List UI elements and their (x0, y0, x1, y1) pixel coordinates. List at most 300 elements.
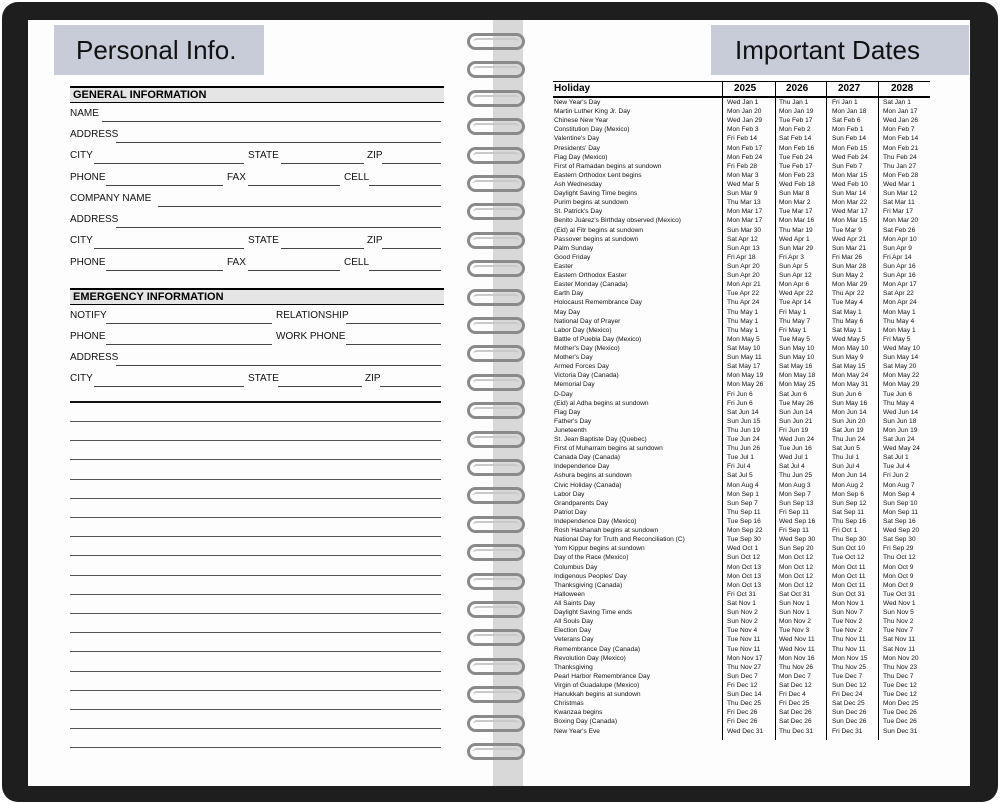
date-2027: Mon Feb 1 (832, 126, 864, 134)
spiral-ring (467, 686, 525, 703)
holiday-name: Indigenous Peoples' Day (554, 572, 627, 580)
holiday-name: Holocaust Remembrance Day (554, 299, 642, 307)
holiday-name: First of Muharram begins at sundown (554, 445, 663, 453)
date-2026: Mon Dec 7 (779, 672, 811, 680)
note-line[interactable] (70, 498, 441, 499)
holiday-name: Constitution Day (Mexico) (554, 126, 630, 134)
date-2027: Sun May 9 (832, 354, 864, 362)
date-2027: Fri Dec 24 (832, 691, 863, 699)
date-2028: Wed Jan 26 (883, 117, 919, 125)
date-2026: Tue May 26 (779, 399, 814, 407)
table-row (553, 635, 930, 644)
date-2026: Mon Feb 23 (779, 171, 815, 179)
table-row (553, 408, 930, 417)
date-2028: Mon Aug 7 (883, 481, 915, 489)
date-2027: Sun Dec 26 (832, 709, 867, 717)
header-2027: 2027 (838, 83, 861, 94)
date-2028: Mon Apr 24 (883, 299, 917, 307)
date-2025: Fri Jun 6 (727, 399, 753, 407)
holiday-name: Virgin of Guadalupe (Mexico) (554, 682, 640, 689)
date-2025: Thu May 1 (727, 308, 759, 316)
spiral-ring (467, 573, 525, 590)
date-2028: Thu Feb 24 (883, 153, 917, 161)
date-2027: Sat May 1 (832, 326, 862, 334)
date-2026: Sat May 16 (779, 363, 813, 371)
date-2025: Tue Jun 24 (727, 436, 760, 444)
date-2026: Fri Sep 11 (779, 527, 809, 535)
fax-label: FAX (227, 172, 246, 183)
holiday-name: Flag Day (Mexico) (554, 153, 608, 161)
city-2-label: CITY (70, 235, 93, 246)
date-2027: Wed Feb 10 (832, 180, 868, 188)
holiday-name: Daylight Saving Time begins (554, 190, 638, 198)
date-2025: Mon Mar 17 (727, 208, 763, 216)
date-2027: Mon May 31 (832, 381, 869, 389)
date-2026: Fri Apr 3 (779, 253, 804, 261)
date-2027: Wed Apr 21 (832, 235, 867, 243)
name-label: NAME (70, 108, 99, 119)
holiday-name: Labor Day (Mexico) (554, 326, 612, 334)
table-row (553, 490, 930, 499)
city-state-zip-row[interactable] (70, 150, 441, 164)
holiday-name: Canada Day (Canada) (554, 454, 620, 462)
fax-2-label: FAX (227, 257, 246, 268)
date-2026: Sun Jun 14 (779, 408, 813, 416)
spiral-ring (467, 402, 525, 419)
date-2027: Thu May 6 (832, 317, 864, 325)
date-2026: Sun Jun 21 (779, 417, 813, 425)
date-2027: Thu Sep 16 (832, 518, 867, 526)
holiday-name: (Eid) al Fitr begins at sundown (554, 226, 644, 234)
date-2028: Sat Sep 30 (883, 536, 916, 544)
date-2028: Sat Feb 26 (883, 226, 916, 234)
date-2027: Sat Jun 5 (832, 445, 860, 453)
note-line[interactable] (70, 594, 441, 595)
date-2026: Tue Mar 17 (779, 208, 813, 216)
holiday-table-header (553, 82, 930, 98)
table-row (553, 180, 930, 189)
holiday-name: Rosh Hashanah begins at sundown (554, 527, 659, 535)
spiral-ring (467, 658, 525, 675)
date-2027: Sun May 2 (832, 272, 864, 280)
date-2026: Mon May 25 (779, 381, 816, 389)
date-2025: Sat May 10 (727, 344, 761, 352)
note-line[interactable] (70, 709, 441, 710)
date-2027: Mon Oct 11 (832, 581, 866, 589)
date-2025: Sun Jun 15 (727, 417, 761, 425)
date-2025: Wed Mar 5 (727, 180, 760, 188)
date-2026: Mon Sep 7 (779, 490, 811, 498)
date-2027: Mon Jun 14 (832, 408, 867, 416)
date-2028: Mon Nov 20 (883, 654, 919, 662)
date-2026: Sun Sep 13 (779, 499, 814, 507)
table-row (553, 380, 930, 389)
date-2028: Thu Nov 23 (883, 663, 918, 671)
date-2027: Sun Jun 6 (832, 390, 862, 398)
date-2026: Sun Nov 1 (779, 600, 810, 608)
note-line[interactable] (70, 479, 441, 480)
emergency-state-label: STATE (248, 373, 279, 384)
holiday-name: Palm Sunday (554, 244, 594, 252)
note-line[interactable] (70, 536, 441, 537)
holiday-name: Revolution Day (Mexico) (554, 654, 626, 662)
table-row (553, 144, 930, 153)
table-row (553, 727, 930, 736)
date-2028: Wed May 24 (883, 445, 920, 453)
date-2025: Mon Apr 21 (727, 281, 761, 289)
state-2-label: STATE (248, 235, 279, 246)
table-row (553, 699, 930, 708)
date-2026: Wed Sep 30 (779, 536, 816, 544)
date-2027: Sun Feb 7 (832, 162, 863, 170)
date-2026: Mon Feb 16 (779, 144, 815, 152)
date-2028: Mon Jun 19 (883, 426, 918, 434)
date-2027: Mon Feb 15 (832, 144, 868, 152)
date-2027: Mon Sep 6 (832, 490, 864, 498)
table-row (553, 289, 930, 298)
date-2028: Sun Sep 10 (883, 499, 918, 507)
note-line[interactable] (70, 747, 441, 748)
table-row (553, 399, 930, 408)
date-2026: Mon Nov 2 (779, 618, 811, 626)
date-2025: Mon Oct 13 (727, 572, 762, 580)
spiral-ring (467, 715, 525, 732)
personal-info-title: Personal Info. (54, 25, 264, 75)
date-2026: Thu Mar 19 (779, 226, 813, 234)
date-2028: Tue Dec 26 (883, 718, 917, 726)
date-2025: Mon Oct 13 (727, 581, 762, 589)
table-row (553, 371, 930, 380)
header-2025: 2025 (734, 83, 757, 94)
date-2028: Fri Apr 14 (883, 253, 912, 261)
note-line[interactable] (70, 421, 441, 422)
table-row (553, 390, 930, 399)
holiday-name: Victoria Day (Canada) (554, 372, 619, 380)
date-2025: Thu May 1 (727, 317, 759, 325)
date-2027: Mon Mar 29 (832, 281, 868, 289)
date-2028: Sat Apr 22 (883, 290, 914, 298)
holiday-name: Benito Juárez's Birthday observed (Mexico) (554, 217, 681, 225)
important-dates-title: Important Dates (711, 25, 969, 75)
date-2028: Wed Mar 1 (883, 180, 916, 188)
note-line[interactable] (70, 555, 441, 556)
date-2026: Tue May 5 (779, 335, 810, 343)
note-line[interactable] (70, 690, 441, 691)
table-row (553, 563, 930, 572)
company-name-field[interactable] (70, 193, 441, 207)
holiday-name: Ash Wednesday (554, 180, 602, 188)
date-2025: Wed Oct 1 (727, 545, 759, 553)
holiday-name: All Souls Day (554, 618, 594, 626)
general-information-heading: GENERAL INFORMATION (70, 86, 444, 103)
note-line[interactable] (70, 651, 441, 652)
date-2027: Mon Mar 15 (832, 171, 868, 179)
date-2025: Mon May 19 (727, 372, 764, 380)
table-row (553, 262, 930, 271)
emergency-phone-label: PHONE (70, 331, 106, 342)
date-2026: Mon Jan 19 (779, 108, 814, 116)
date-2028: Fri Jun 2 (883, 472, 909, 480)
holiday-name: Mother's Day (Mexico) (554, 344, 620, 352)
date-2027: Sun Mar 21 (832, 244, 867, 252)
note-line[interactable] (70, 728, 441, 729)
holiday-name: May Day (554, 308, 581, 316)
date-2028: Sun Apr 16 (883, 272, 916, 280)
date-2026: Wed Jun 24 (779, 436, 815, 444)
spiral-ring (467, 33, 525, 50)
date-2026: Wed Feb 18 (779, 180, 815, 188)
note-line[interactable] (70, 440, 441, 441)
date-2027: Tue Nov 2 (832, 618, 863, 626)
date-2025: Mon Sep 1 (727, 490, 759, 498)
date-2028: Sun May 14 (883, 354, 919, 362)
spiral-ring (467, 374, 525, 391)
date-2025: Mon Oct 13 (727, 563, 762, 571)
date-2025: Sun Oct 12 (727, 554, 760, 562)
date-2027: Mon Mar 22 (832, 199, 868, 207)
date-2027: Sun Nov 7 (832, 609, 863, 617)
note-line[interactable] (70, 632, 441, 633)
date-2026: Fri Sep 11 (779, 508, 809, 516)
date-2025: Tue Sep 30 (727, 536, 761, 544)
date-2027: Wed Mar 17 (832, 208, 868, 216)
table-row (553, 544, 930, 553)
date-2028: Mon Sep 4 (883, 490, 915, 498)
date-2025: Tue Nov 11 (727, 636, 761, 644)
table-row (553, 435, 930, 444)
holiday-name: Day of the Race (Mexico) (554, 554, 629, 562)
date-2025: Sat Apr 12 (727, 235, 758, 243)
spiral-ring (467, 544, 525, 561)
table-row (553, 672, 930, 681)
cell-label: CELL (344, 172, 370, 183)
table-row (553, 517, 930, 526)
date-2025: Fri Dec 12 (727, 682, 758, 689)
table-row (553, 572, 930, 581)
date-2025: Sat Jul 5 (727, 472, 753, 480)
holiday-name: Thanksgiving (554, 663, 593, 671)
table-row (553, 471, 930, 480)
date-2026: Sun Mar 8 (779, 190, 810, 198)
date-2027: Tue Mar 9 (832, 226, 862, 234)
table-row (553, 244, 930, 253)
address-field[interactable] (70, 129, 441, 143)
date-2028: Thu Oct 12 (883, 554, 916, 562)
date-2026: Sun May 10 (779, 344, 815, 352)
date-2025: Sun Apr 13 (727, 244, 760, 252)
date-2028: Sun Mar 12 (883, 190, 918, 198)
date-2025: Wed Dec 31 (727, 727, 764, 735)
date-2028: Mon May 1 (883, 326, 916, 334)
table-row (553, 344, 930, 353)
column-divider (878, 81, 879, 740)
holiday-name: Civic Holiday (Canada) (554, 481, 622, 489)
date-2026: Mon Mar 2 (779, 199, 811, 207)
table-row (553, 526, 930, 535)
date-2025: Fri Oct 31 (727, 590, 756, 598)
table-row (553, 645, 930, 654)
note-line[interactable] (70, 613, 441, 614)
holiday-name: Yom Kippur begins at sundown (554, 545, 645, 553)
date-2028: Mon May 22 (883, 372, 920, 380)
zip-2-label: ZIP (367, 235, 383, 246)
date-2027: Tue Dec 7 (832, 672, 863, 680)
date-2025: Thu Mar 13 (727, 199, 761, 207)
spiral-ring (467, 90, 525, 107)
date-2025: Sat Jun 14 (727, 408, 759, 416)
emergency-information-heading: EMERGENCY INFORMATION (70, 288, 444, 305)
date-2025: Fri Apr 18 (727, 253, 756, 261)
date-2025: Thu Nov 27 (727, 663, 762, 671)
date-2027: Sat Jun 19 (832, 426, 864, 434)
date-2026: Sat Jul 4 (779, 463, 805, 471)
date-2028: Sat Jan 1 (883, 99, 911, 106)
note-line[interactable] (70, 517, 441, 518)
date-2027: Tue Oct 12 (832, 554, 865, 562)
date-2027: Mon Mar 15 (832, 217, 868, 225)
date-2026: Sun Apr 12 (779, 272, 812, 280)
city-state-zip-row-2[interactable] (70, 235, 441, 249)
date-2028: Wed Nov 1 (883, 600, 916, 608)
spiral-ring (467, 147, 525, 164)
date-2028: Sat May 20 (883, 363, 917, 371)
holiday-name: Battle of Puebla Day (Mexico) (554, 335, 642, 343)
table-row (553, 253, 930, 262)
spiral-ring (467, 516, 525, 533)
zip-label: ZIP (367, 150, 383, 161)
date-2027: Sun Mar 28 (832, 262, 867, 270)
date-2028: Mon May 29 (883, 381, 920, 389)
date-2028: Tue Dec 12 (883, 691, 917, 699)
holiday-name: Remembrance Day (Canada) (554, 645, 641, 653)
holiday-name: Easter (554, 262, 574, 270)
date-2026: Wed Nov 11 (779, 636, 815, 644)
date-2025: Sun Mar 9 (727, 190, 758, 198)
table-row (553, 107, 930, 116)
date-2028: Mon Feb 28 (883, 171, 919, 179)
date-2027: Sat May 1 (832, 308, 862, 316)
spiral-ring (467, 431, 525, 448)
date-2027: Tue Nov 2 (832, 627, 863, 635)
date-2027: Thu Jun 24 (832, 436, 865, 444)
date-2027: Sun Feb 14 (832, 135, 867, 143)
spiral-ring (467, 601, 525, 618)
date-2028: Sat Jul 1 (883, 454, 909, 462)
table-row (553, 153, 930, 162)
note-line[interactable] (70, 459, 441, 460)
date-2025: Mon Nov 17 (727, 654, 763, 662)
holiday-name: Boxing Day (Canada) (554, 718, 618, 726)
emergency-city-state-zip-row[interactable] (70, 373, 441, 387)
date-2025: Thu Jun 19 (727, 426, 760, 434)
date-2028: Mon Oct 9 (883, 572, 914, 580)
date-2026: Sun May 10 (779, 354, 815, 362)
date-2027: Sun Dec 26 (832, 718, 867, 726)
date-2028: Mon May 1 (883, 308, 916, 316)
column-divider (722, 81, 723, 740)
table-row (553, 626, 930, 635)
name-field[interactable] (70, 108, 441, 122)
notify-label: NOTIFY (70, 310, 107, 321)
table-row (553, 353, 930, 362)
date-2027: Thu Jul 1 (832, 454, 860, 462)
date-2027: Mon May 10 (832, 344, 869, 352)
date-2026: Tue Feb 17 (779, 162, 813, 170)
table-row (553, 207, 930, 216)
holiday-name: Juneteenth (554, 426, 587, 434)
table-row (553, 226, 930, 235)
date-2026: Mon Oct 12 (779, 572, 814, 580)
holiday-name: Purim begins at sundown (554, 199, 629, 207)
date-2028: Wed Sep 20 (883, 527, 920, 535)
date-2028: Sat Nov 11 (883, 645, 916, 653)
date-2028: Tue Jun 6 (883, 390, 913, 398)
date-2026: Tue Feb 17 (779, 117, 813, 125)
date-2027: Mon Nov 1 (832, 600, 864, 608)
header-2026: 2026 (786, 83, 809, 94)
holiday-name: Passover begins at sundown (554, 235, 639, 243)
address-2-label: ADDRESS (70, 214, 119, 225)
emergency-address-field[interactable] (70, 352, 441, 366)
table-row (553, 462, 930, 471)
date-2025: Thu Apr 24 (727, 299, 760, 307)
date-2025: Thu Sep 11 (727, 508, 761, 516)
date-2028: Thu May 4 (883, 317, 915, 325)
date-2027: Fri Oct 1 (832, 527, 858, 535)
phone-fax-cell-row-2[interactable] (70, 257, 441, 271)
holiday-name: First of Ramadan begins at sundown (554, 162, 662, 170)
holiday-name: New Year's Eve (554, 727, 600, 735)
date-2026: Wed Jul 1 (779, 454, 809, 462)
holiday-name: Grandparents Day (554, 499, 608, 507)
phone-work-phone-row[interactable] (70, 331, 441, 345)
holiday-name: All Saints Day (554, 600, 596, 608)
date-2025: Sun Nov 2 (727, 609, 758, 617)
holiday-name: Good Friday (554, 253, 591, 261)
spiral-ring (467, 175, 525, 192)
table-row (553, 444, 930, 453)
date-2025: Mon Feb 24 (727, 153, 763, 161)
table-row (553, 717, 930, 726)
holiday-name: Father's Day (554, 417, 592, 425)
date-2026: Fri Jun 19 (779, 426, 809, 434)
work-phone-label: WORK PHONE (276, 331, 346, 342)
date-2027: Sat Sep 11 (832, 508, 865, 516)
table-row (553, 280, 930, 289)
header-holiday: Holiday (554, 83, 591, 94)
emergency-zip-label: ZIP (365, 373, 381, 384)
spiral-ring (467, 203, 525, 220)
table-row (553, 216, 930, 225)
notify-relationship-row[interactable] (70, 310, 441, 324)
date-2026: Mon Oct 12 (779, 554, 814, 562)
column-divider (826, 81, 827, 740)
holiday-name: Chinese New Year (554, 117, 609, 125)
phone-fax-cell-row[interactable] (70, 172, 441, 186)
date-2028: Wed Jun 14 (883, 408, 919, 416)
table-row (553, 453, 930, 462)
date-2027: Thu Sep 30 (832, 536, 867, 544)
table-row (553, 426, 930, 435)
address-2-field[interactable] (70, 214, 441, 228)
note-line[interactable] (70, 575, 441, 576)
note-line[interactable] (70, 671, 441, 672)
table-row (553, 189, 930, 198)
date-2026: Thu May 7 (779, 317, 811, 325)
date-2028: Mon Sep 11 (883, 508, 919, 516)
table-row (553, 326, 930, 335)
table-row (553, 617, 930, 626)
